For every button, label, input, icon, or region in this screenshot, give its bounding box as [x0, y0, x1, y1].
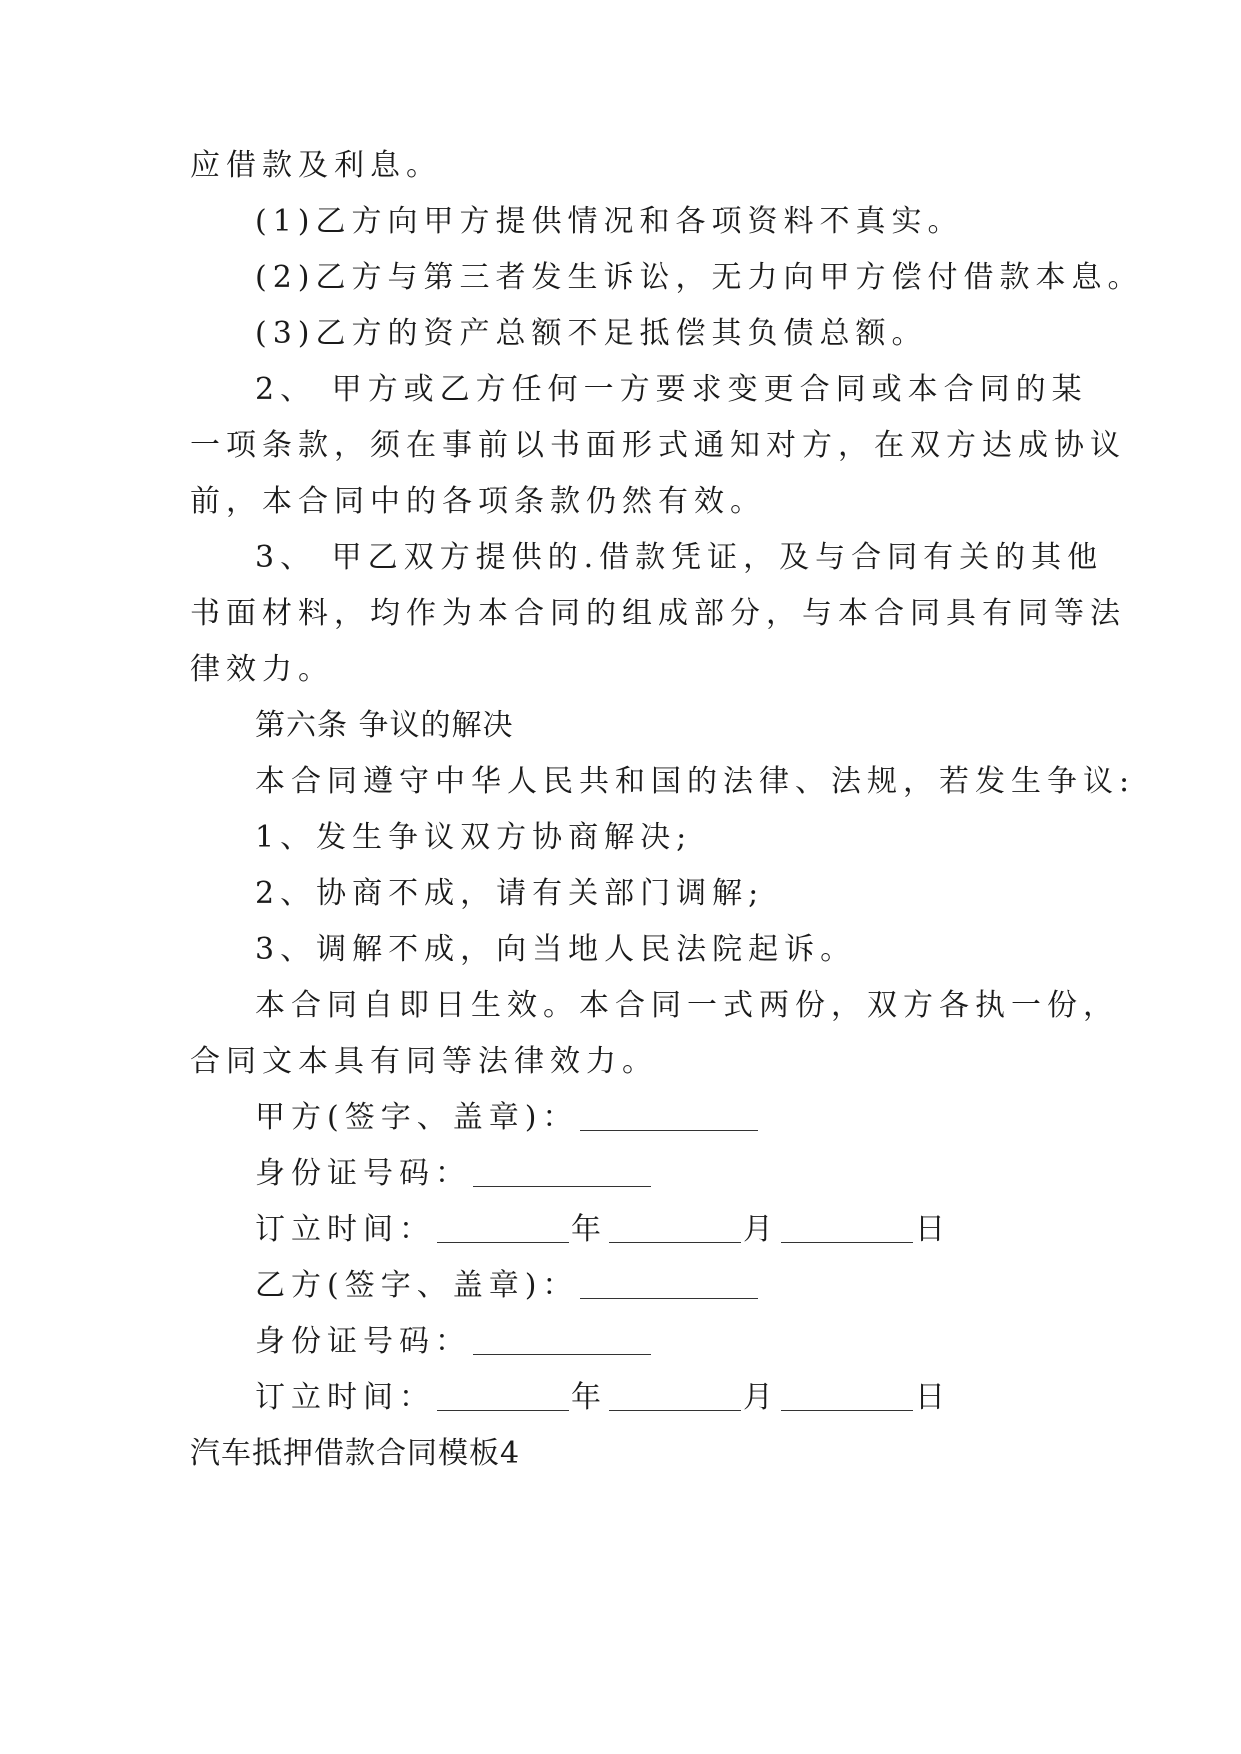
date-label: 订立时间： — [255, 1212, 435, 1247]
party-a-id-blank[interactable] — [473, 1156, 651, 1187]
day-blank[interactable] — [781, 1212, 913, 1243]
next-document-title: 汽车抵押借款合同模板4 — [190, 1436, 521, 1471]
party-b-signature-blank[interactable] — [580, 1268, 758, 1299]
paragraph-line: (3)乙方的资产总额不足抵偿其负债总额。 — [255, 316, 928, 351]
paragraph-line: 本合同自即日生效。本合同一式两份，双方各执一份， — [255, 988, 1119, 1023]
party-a-signature-row — [255, 1098, 760, 1138]
day-label: 日 — [915, 1212, 951, 1247]
month-blank[interactable] — [609, 1212, 741, 1243]
paragraph-line: 应借款及利息。 — [190, 148, 442, 183]
list-item: 3、调解不成，向当地人民法院起诉。 — [255, 932, 857, 967]
party-a-id-row — [255, 1154, 653, 1194]
year-blank[interactable] — [437, 1380, 569, 1411]
paragraph-line: 本合同遵守中华人民共和国的法律、法规，若发生争议: — [255, 764, 1136, 799]
paragraph-line: 3、 甲乙双方提供的.借款凭证，及与合同有关的其他 — [255, 540, 1104, 575]
party-b-date-row — [255, 1378, 951, 1418]
day-blank[interactable] — [781, 1380, 913, 1411]
id-number-label: 身份证号码： — [255, 1156, 471, 1191]
party-a-label: 甲方(签字、盖章)： — [255, 1100, 579, 1135]
list-item: 1、发生争议双方协商解决; — [255, 820, 693, 855]
paragraph-line: 书面材料，均作为本合同的组成部分，与本合同具有同等法 — [190, 596, 1126, 631]
party-a-signature-blank[interactable] — [580, 1100, 758, 1131]
party-b-id-blank[interactable] — [473, 1324, 651, 1355]
paragraph-line: 前，本合同中的各项条款仍然有效。 — [190, 484, 766, 519]
paragraph-line: (1)乙方向甲方提供情况和各项资料不真实。 — [255, 204, 964, 239]
year-blank[interactable] — [437, 1212, 569, 1243]
paragraph-line: (2)乙方与第三者发生诉讼，无力向甲方偿付借款本息。 — [255, 260, 1144, 295]
month-label: 月 — [743, 1212, 779, 1247]
year-label: 年 — [571, 1212, 607, 1247]
section-heading: 第六条 争议的解决 — [255, 708, 514, 743]
month-label: 月 — [743, 1380, 779, 1415]
paragraph-line: 一项条款，须在事前以书面形式通知对方，在双方达成协议 — [190, 428, 1126, 463]
month-blank[interactable] — [609, 1380, 741, 1411]
paragraph-line: 2、 甲方或乙方任何一方要求变更合同或本合同的某 — [255, 372, 1088, 407]
day-label: 日 — [915, 1380, 951, 1415]
party-b-id-row — [255, 1322, 653, 1362]
id-number-label: 身份证号码： — [255, 1324, 471, 1359]
year-label: 年 — [571, 1380, 607, 1415]
list-item: 2、协商不成，请有关部门调解; — [255, 876, 765, 911]
paragraph-line: 律效力。 — [190, 652, 334, 687]
date-label: 订立时间： — [255, 1380, 435, 1415]
party-a-date-row — [255, 1210, 951, 1250]
party-b-label: 乙方(签字、盖章)： — [255, 1268, 579, 1303]
party-b-signature-row — [255, 1266, 760, 1306]
paragraph-line: 合同文本具有同等法律效力。 — [190, 1044, 658, 1079]
